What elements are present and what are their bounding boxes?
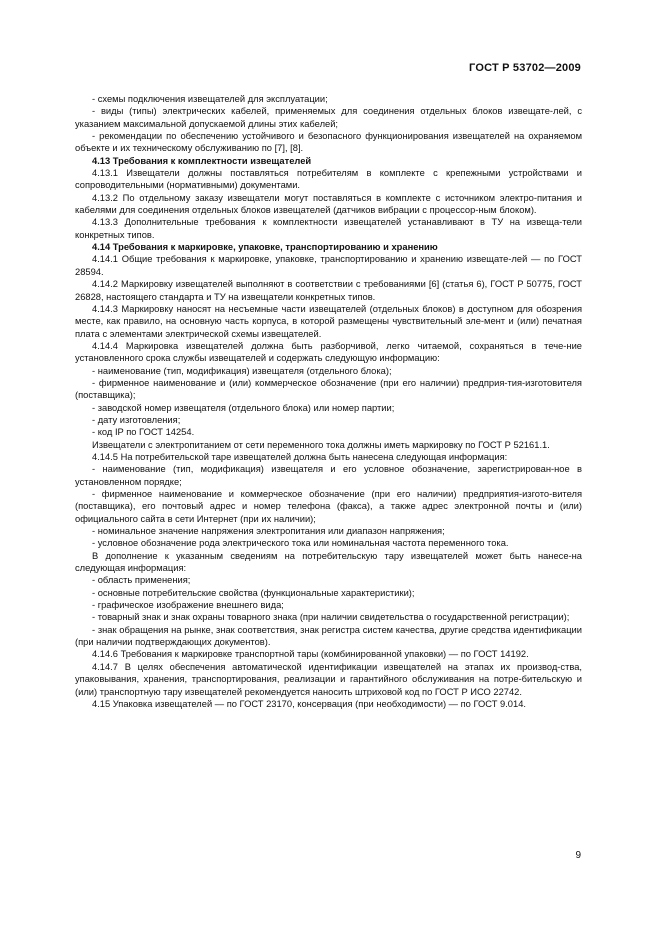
list-item: - графическое изображение внешнего вида; xyxy=(92,600,284,611)
paragraph-4-14-1: 4.14.1 Общие требования к маркировке, упаковке, транспортированию и хранению извещате-лей — по ГОСТ 28594. xyxy=(75,254,582,277)
section-heading-4-13: 4.13 Требования к комплектности извещателей xyxy=(92,155,312,166)
list-item: - товарный знак и знак охраны товарного знака (при наличии свидетельства о государственной регистрации); xyxy=(92,612,570,623)
list-item: - фирменное наименование и коммерческое обозначение (при его наличии) предприятия-изгото-вителя (поставщика), его почтовый адрес и номер телефона (факса), а также адрес электронной почты и (или) официального сайта в сети Интернет (при их наличии); xyxy=(75,489,582,524)
paragraph-4-14-5: 4.14.5 На потребительской таре извещателей должна быть нанесена следующая информация: xyxy=(92,451,508,462)
paragraph-4-14-2: 4.14.2 Маркировку извещателей выполняют в соответствии с требованиями [6] (статья 6), ГОСТ Р 50775, ГОСТ 26828, настоящего стандарта и ТУ на извещатели конкретных типов. xyxy=(75,279,582,302)
list-item: - код IP по ГОСТ 14254. xyxy=(92,427,195,438)
list-item: - фирменное наименование и (или) коммерческое обозначение (при его наличии) предприя-тия-изготовителя (поставщика); xyxy=(75,377,582,401)
paragraph-4-15: 4.15 Упаковка извещателей — по ГОСТ 23170, консервация (при необходимости) — по ГОСТ 9.014. xyxy=(92,698,526,709)
paragraph-4-13-3: 4.13.3 Дополнительные требования к комплектности извещателей устанавливают в ТУ на извеща-тели конкретных типов. xyxy=(75,217,582,240)
list-item: - наименование (тип, модификация) извещателя и его условное обозначение, зарегистрирован-ное в установленном порядке; xyxy=(75,464,582,487)
list-item: - рекомендации по обеспечению устойчивого и безопасного функционирования извещателей на охраняемом объекте и их техническому обслуживанию по [7], [8]. xyxy=(75,131,582,154)
list-item: - область применения; xyxy=(92,575,191,586)
document-body xyxy=(75,93,582,710)
list-item: - номинальное значение напряжения электропитания или диапазон напряжения; xyxy=(92,526,445,537)
paragraph-4-14-4: 4.14.4 Маркировка извещателей должна быть разборчивой, легко читаемой, сохраняться в тече-ние установленного срока службы извещателей и содержать следующую информацию: xyxy=(75,340,582,364)
section-heading-4-14: 4.14 Требования к маркировке, упаковке, транспортированию и хранению xyxy=(92,242,438,253)
list-item: - основные потребительские свойства (функциональные характеристики); xyxy=(92,587,415,598)
paragraph: В дополнение к указанным сведениям на потребительскую тару извещателей может быть нанесе-на следующая информация: xyxy=(75,550,582,574)
paragraph: Извещатели с электропитанием от сети переменного тока должны иметь маркировку по ГОСТ Р 52161.1. xyxy=(92,439,550,450)
document-id-header: ГОСТ Р 53702—2009 xyxy=(469,62,581,74)
list-item: - условное обозначение рода электрического тока или номинальная частота переменного тока. xyxy=(92,538,509,549)
list-item: - схемы подключения извещателей для эксплуатации; xyxy=(92,94,328,104)
list-item: - заводской номер извещателя (отдельного блока) или номер партии; xyxy=(92,402,395,413)
paragraph-4-13-2: 4.13.2 По отдельному заказу извещатели могут поставляться в комплекте с источником электро-питания и кабелями для соединения отдельных блоков извещателей (датчиков вибрации с процессор-ным блоком). xyxy=(75,192,582,216)
list-item: - дату изготовления; xyxy=(92,414,181,425)
paragraph-4-13-1: 4.13.1 Извещатели должны поставляться потребителям в комплекте с крепежными устройствами и сопроводительными (нормативными) документами. xyxy=(75,168,582,191)
paragraph-4-14-6: 4.14.6 Требования к маркировке транспортной тары (комбинированной упаковки) — по ГОСТ 14192. xyxy=(92,649,529,660)
paragraph-4-14-3: 4.14.3 Маркировку наносят на несъемные части извещателей (отдельных блоков) в доступном для обозрения месте, как правило, на основную часть корпуса, в которой размещены чувствительный эле-мент и (или) печатная плата с элементами электрической схемы извещателей. xyxy=(75,303,582,339)
list-item: - знак обращения на рынке, знак соответствия, знак регистра систем качества, другие средства идентификации (при наличии подтверждающих документов). xyxy=(75,624,582,648)
page-number: 9 xyxy=(575,850,581,861)
list-item: - виды (типы) электрических кабелей, применяемых для соединения отдельных блоков извещате-лей, с указанием максимальной допускаемой длины этих кабелей; xyxy=(75,106,582,129)
paragraph-4-14-7: 4.14.7 В целях обеспечения автоматической идентификации извещателей на этапах их производ-ства, упаковывания, хранения, транспортирования, реализации и гарантийного обслуживания на потре-бительскую и (или) транспортную тару извещателей рекомендуется наносить штриховой код по ГОСТ Р ИСО 22742. xyxy=(75,661,582,697)
list-item: - наименование (тип, модификация) извещателя (отдельного блока); xyxy=(92,365,392,376)
